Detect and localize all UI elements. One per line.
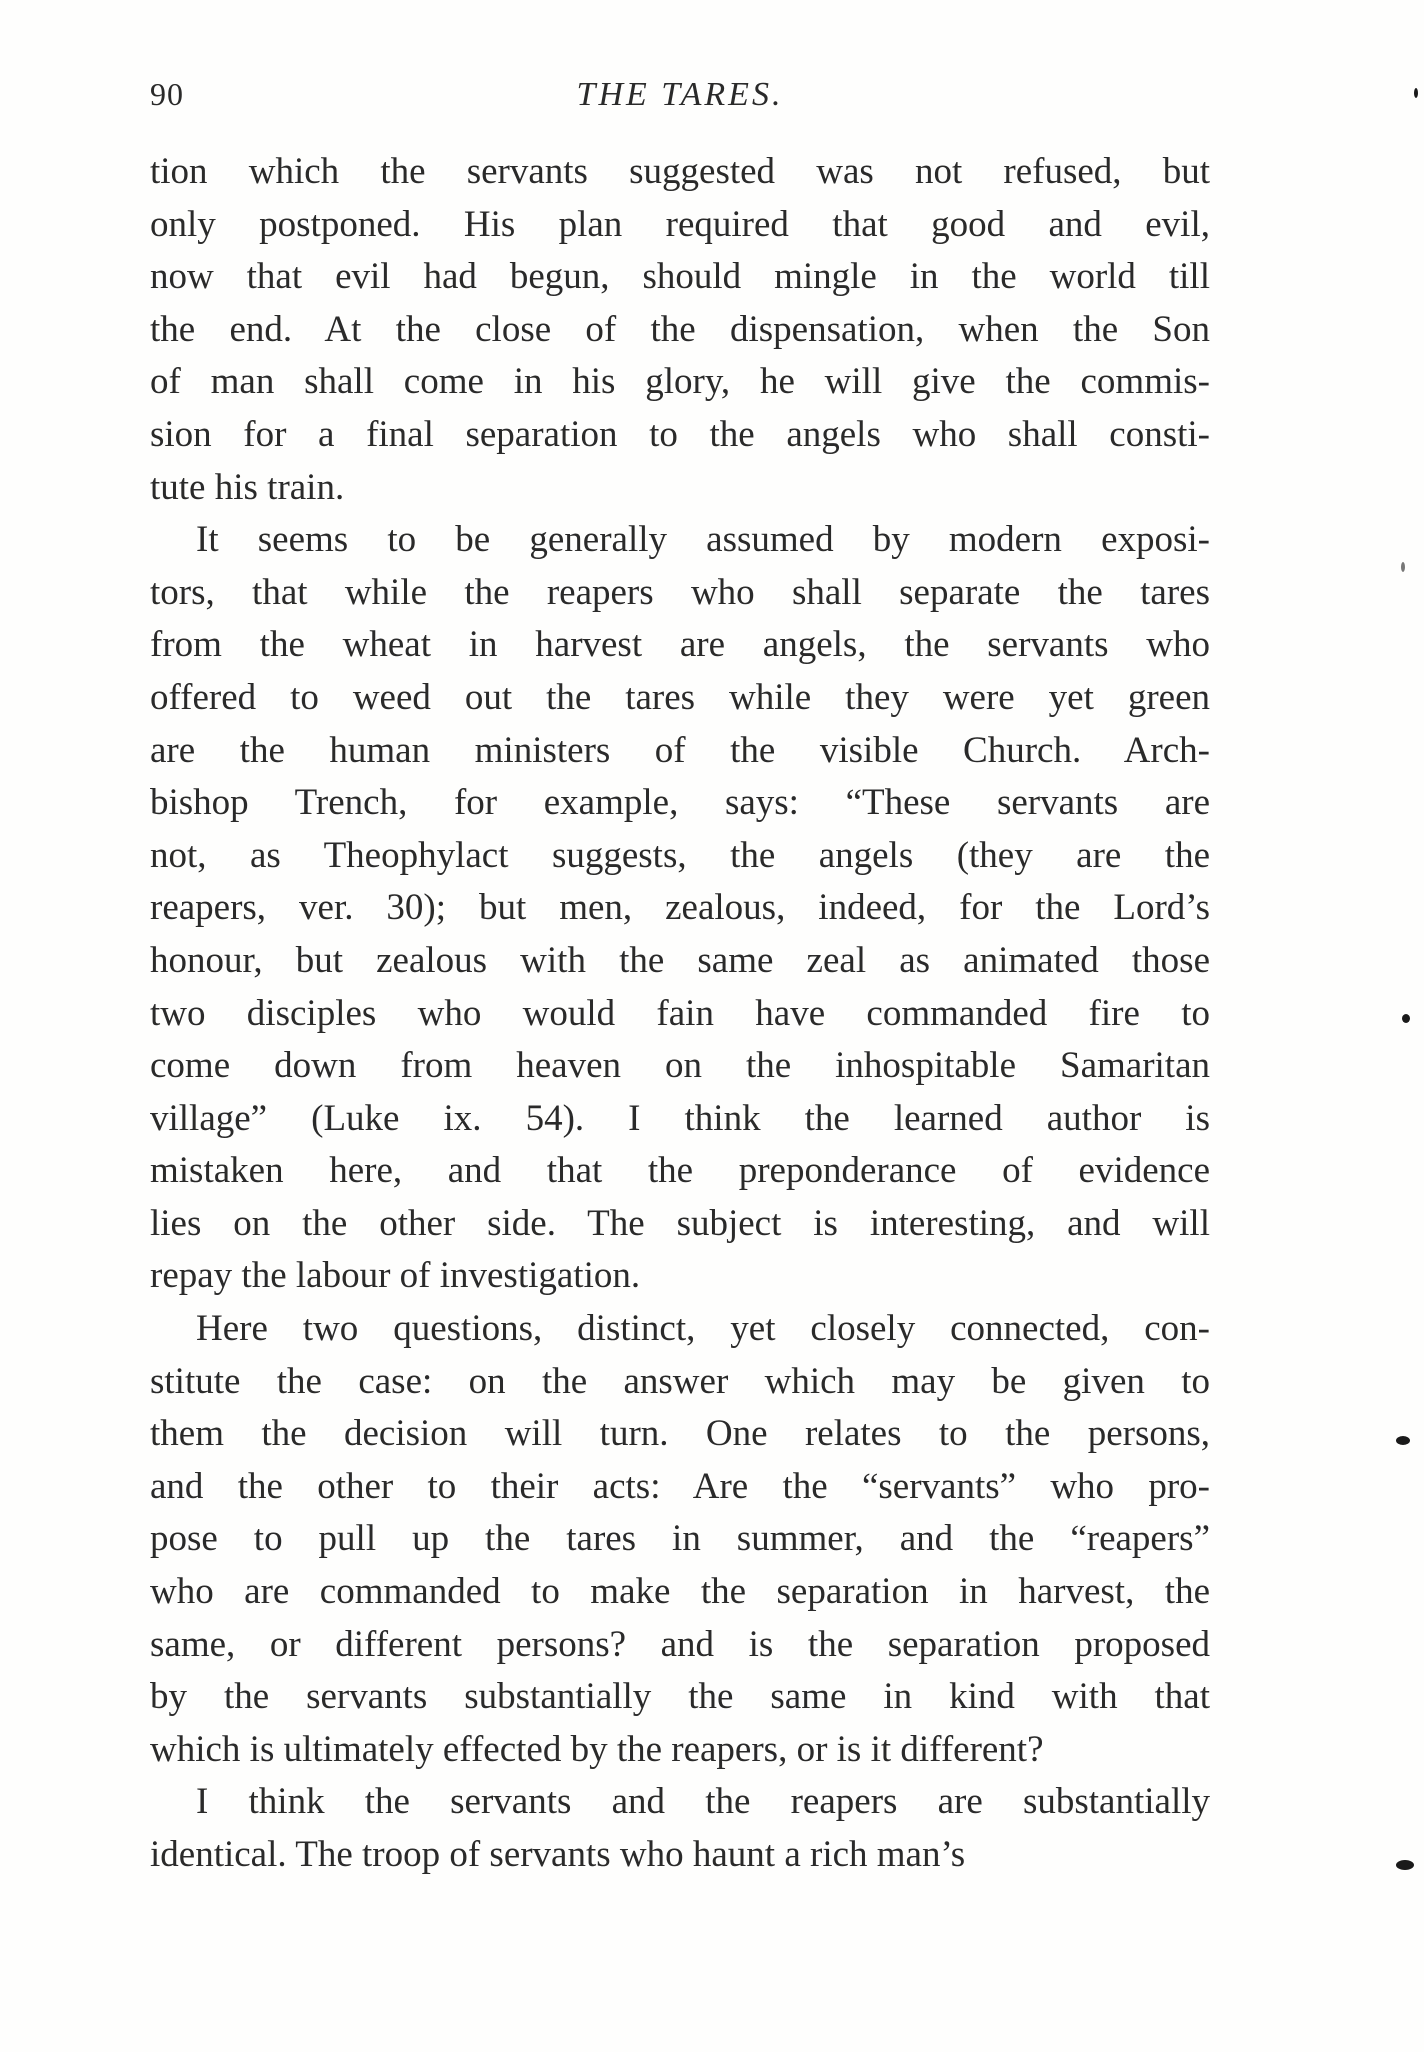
text-line: come down from heaven on the inhospitable Samaritan	[150, 1045, 1210, 1087]
text-line: tion which the servants suggested was not refused, but	[150, 151, 1210, 192]
text-line: reapers, ver. 30); but men, zealous, indeed, for the Lord’s	[150, 887, 1210, 929]
text-line: the end. At the close of the dispensation, when the Son	[150, 308, 1210, 350]
text-line: village” (Luke ix. 54). I think the learned author is	[150, 1097, 1210, 1139]
text-line: I think the servants and the reapers are substantially	[196, 1781, 1210, 1823]
text-line: lies on the other side. The subject is interesting, and will	[150, 1202, 1210, 1244]
text-line: and the other to their acts: Are the “servants” who pro-	[150, 1465, 1210, 1507]
text-line: sion for a final separation to the angels who shall consti-	[150, 413, 1210, 455]
running-head	[150, 72, 1210, 120]
text-line: bishop Trench, for example, says: “These servants are	[150, 782, 1210, 824]
text-line: them the decision will turn. One relates to the persons,	[150, 1413, 1210, 1455]
text-line: identical. The troop of servants who haunt a rich man’s	[150, 1834, 966, 1875]
running-title: THE TARES.	[576, 76, 784, 113]
text-line: mistaken here, and that the preponderance of evidence	[150, 1150, 1210, 1192]
text-line: from the wheat in harvest are angels, the servants who	[150, 624, 1210, 666]
text-line: offered to weed out the tares while they were yet green	[150, 676, 1210, 718]
text-line: tute his train.	[150, 466, 345, 508]
paragraph	[150, 1776, 1210, 1881]
scan-speck	[1401, 562, 1405, 572]
text-line: repay the labour of investigation.	[150, 1255, 641, 1297]
paragraph	[150, 514, 1210, 1303]
text-line: tors, that while the reapers who shall separate the tares	[150, 571, 1210, 613]
scan-speck	[1402, 1014, 1410, 1023]
text-line: now that evil had begun, should mingle in the world till	[150, 256, 1210, 298]
text-line: by the servants substantially the same in kind with that	[150, 1676, 1210, 1718]
text-line: stitute the case: on the answer which may be given to	[150, 1360, 1210, 1402]
scan-speck	[1396, 1860, 1414, 1870]
text-line: two disciples who would fain have commanded fire to	[150, 992, 1210, 1034]
text-line: of man shall come in his glory, he will give the commis-	[150, 361, 1210, 403]
body-text	[150, 146, 1210, 1882]
scan-speck	[1396, 1436, 1410, 1445]
scan-speck	[1414, 88, 1418, 98]
text-line: pose to pull up the tares in summer, and the “reapers”	[150, 1518, 1210, 1560]
text-line: which is ultimately effected by the reapers, or is it different?	[150, 1728, 1044, 1770]
text-line: not, as Theophylact suggests, the angels (they are the	[150, 834, 1210, 876]
text-line: honour, but zealous with the same zeal as animated those	[150, 939, 1210, 981]
text-line: only postponed. His plan required that good and evil,	[150, 203, 1210, 245]
text-line: same, or different persons? and is the separation proposed	[150, 1623, 1210, 1665]
text-line: are the human ministers of the visible Church. Arch-	[150, 729, 1210, 771]
text-line: Here two questions, distinct, yet closely connected, con-	[196, 1308, 1210, 1350]
text-line: who are commanded to make the separation in harvest, the	[150, 1571, 1210, 1613]
text-line: It seems to be generally assumed by modern exposi-	[196, 519, 1210, 561]
paragraph	[150, 146, 1210, 514]
page-number: 90	[150, 76, 184, 112]
paragraph	[150, 1303, 1210, 1776]
